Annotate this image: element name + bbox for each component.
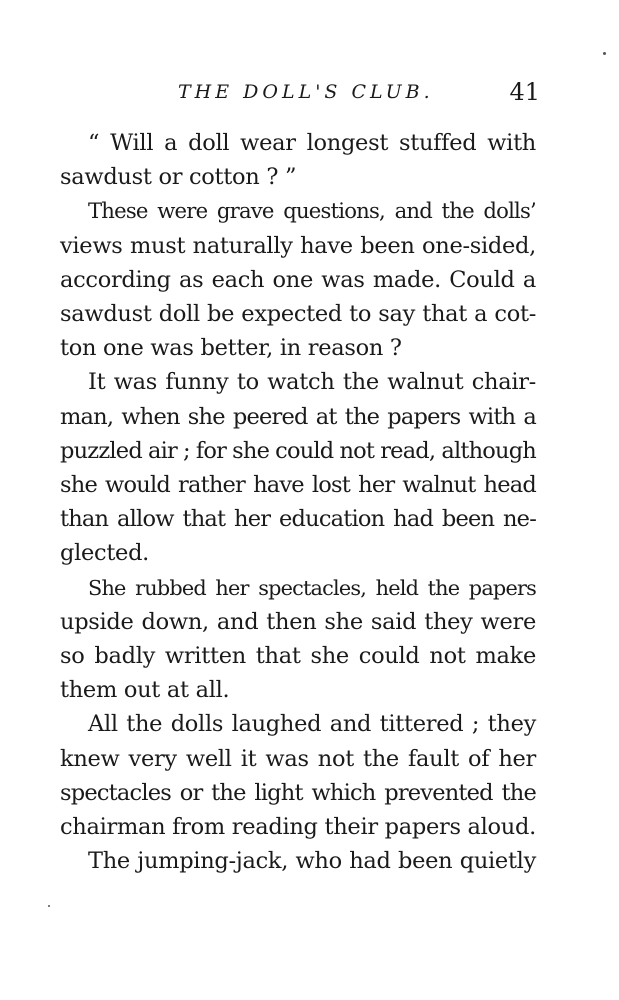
text-line: sawdust or cotton ? ” (60, 164, 297, 191)
paragraph (60, 844, 536, 878)
text-line: so badly written that she could not make (60, 643, 536, 670)
text-line: views must naturally have been one-sided, (60, 232, 536, 259)
paragraph (60, 126, 536, 194)
paragraph (60, 194, 536, 365)
text-line: upside down, and then she said they were (60, 608, 536, 635)
text-line: chairman from reading their papers aloud. (60, 814, 536, 841)
text-line: The jumping-jack, who had been quietly (88, 848, 536, 875)
text-line: sawdust doll be expected to say that a cot- (60, 301, 536, 328)
text-line: man, when she peered at the papers with a (60, 403, 536, 430)
paragraph (60, 707, 536, 844)
text-line: according as each one was made. Could a (60, 266, 536, 293)
text-line: She rubbed her spectacles, held the papers (88, 575, 536, 600)
text-line: puzzled air ; for she could not read, although (60, 437, 536, 464)
text-line: ton one was better, in reason ? (60, 335, 402, 362)
body-text (60, 126, 536, 878)
text-line: she would rather have lost her walnut head (60, 472, 536, 499)
text-line: knew very well it was not the fault of her (60, 745, 536, 772)
paper-speck (603, 52, 606, 55)
text-line: glected. (60, 540, 150, 567)
page-header (60, 76, 540, 108)
paragraph (60, 365, 536, 570)
text-line: “ Will a doll wear longest stuffed with (88, 130, 536, 156)
running-title: THE DOLL'S CLUB. (178, 81, 434, 103)
text-line: All the dolls laughed and tittered ; they (88, 711, 536, 738)
paper-speck (48, 905, 50, 907)
text-line: spectacles or the light which prevented the (60, 779, 536, 806)
page-number: 41 (509, 78, 540, 106)
text-line: These were grave questions, and the dolls’ (88, 198, 536, 224)
text-line: It was funny to watch the walnut chair- (88, 369, 536, 396)
paragraph (60, 571, 536, 708)
text-line: them out at all. (60, 677, 230, 704)
text-line: than allow that her education had been ne- (60, 506, 536, 533)
